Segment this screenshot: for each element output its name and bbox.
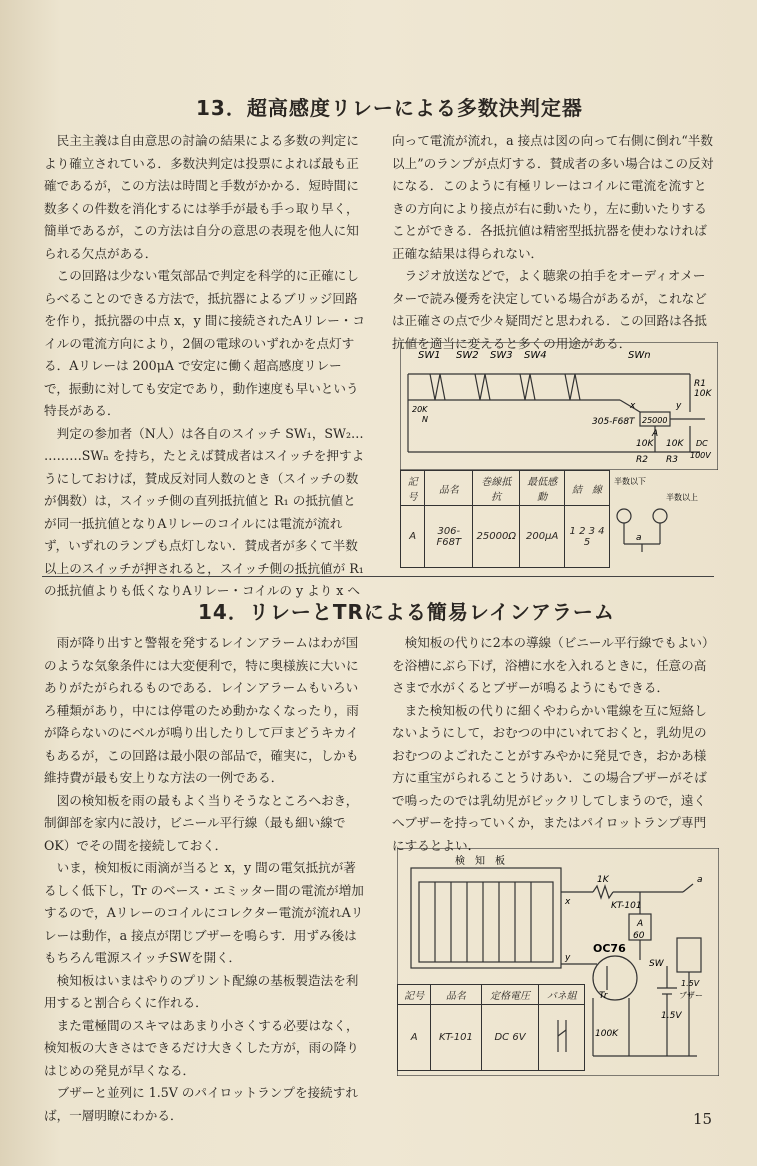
table-header: 最低感動 [520,471,565,506]
resistor-value: 20K [412,405,428,414]
table-cell: 25000Ω [473,506,520,568]
spring-contact-symbol [539,1005,585,1071]
section-divider [42,576,714,577]
paragraph: また検知板の代りに細くやわらかい電線を互に短絡しないようにして，おむつの中にいれておくと，乳幼児のおむつのよごれたことがすみやかに発見でき，おかあ様方に重宝がられることうけあい．この場合ブザーがそばで鳴ったのでは乳幼児がビックリしてしまうので，遠くへブザーを持っていくか，またはパイロットランプ専門にするとよい． [392,702,707,853]
table-header: 記号 [398,985,431,1005]
switch-label: SW2 [456,350,479,361]
paragraph: 雨が降り出すと警報を発するレインアラームはわが国のような気象条件には大変便利で，特に奥様族に大いにありがたがられるものである．レインアラームもいろいろ種類があり，中には停電のため動かなくなったり，雨が降らないのにベルが鳴り出したりして戸まどうキカイもあるが，この回路は最小限の部品で，確実に，しかも維持費が最も安上りな方法の一例である． [44,635,359,785]
table-cell: A [398,1005,431,1071]
switch-label: SWn [628,350,651,361]
section-13-left-column [44,130,366,603]
resistor-1k: 1K [597,875,609,885]
paragraph: ラジオ放送などで，よく聴衆の拍手をオーディオメーターで読み優秀を決定している場合があるが，これなどは正確さの点で少々疑問だと思われる．この回路は各抵抗値を適当に変えると多くの用途がある． [392,268,707,351]
lamp-right-label: 半数以上 [666,493,698,502]
table-header: 品名 [425,471,473,506]
relay-spec-table-14 [397,984,585,1071]
battery-label: 1.5V [661,1011,682,1021]
x-label: x [565,897,571,907]
relay-resistance: 25000 [642,416,668,425]
r1-label: R1 [694,379,706,389]
paragraph: いま，検知板に雨滴が当ると x，y 間の電気抵抗が著るしく低下し，Tr のベース・エミッター間の電流が増加するので，Aリレーのコイルにコレクター電流が流れAリレーは動作，a 接点が閉じブザーを鳴らす．用ずみ後はもちろん電源スイッチSWを開く． [44,860,364,965]
relay-letter: A [637,919,644,929]
page-number: 15 [693,1110,713,1128]
r3-value: 10K [666,439,684,449]
relay-model: 305-F68T [592,417,635,427]
lamp-left-label: 半数以下 [614,477,646,486]
paragraph: 民主主義は自由意思の討論の結果による多数の判定により確立されている．多数決判定は投票によれば最も正確であるが，この方法は時間と手数がかかる．短時間に数多くの件数を消化するには挙手が最も手っ取り早く，簡単であるが，この方法は自分の意思の表現を他人に知られる欠点がある． [44,133,359,261]
paragraph: この回路は少ない電気部品で判定を科学的に正確にしらべることのできる方法で，抵抗器によるブリッジ回路を作り，抵抗器の中点 x，y 間に接続されたAリレー・コイルの電流方向により，2個の電球のいずれかを点灯する．Aリレーは 200μA で安定に働く超高感度リレーで，振動に対しても安定であり，動作速度も早いという特長がある． [44,268,365,418]
switch-label: SW4 [524,350,547,361]
section-14-left-column [44,632,366,1127]
transistor-label: OC76 [593,942,626,955]
table-header: 定格電圧 [481,985,539,1005]
dc-label: DC [696,439,708,448]
majority-circuit-diagram [400,342,718,470]
y-label: y [676,401,682,411]
r1-value: 10K [694,389,712,399]
switch-label: SW [649,959,664,969]
tr-label: Tr [599,991,608,1001]
table-cell: DC 6V [481,1005,539,1071]
switch-label: SW3 [490,350,513,361]
paragraph: ブザーと並列に 1.5V のパイロットランプを接続すれば，一層明瞭にわかる． [44,1085,358,1123]
section-13-right-column [392,130,714,355]
r2-value: 10K [636,439,654,449]
section-14-right-column [392,632,714,857]
paragraph: 判定の参加者（N人）は各自のスイッチ SW₁，SW₂… ………SWₙ を持ち，たとえば賛成者はスイッチを押すようにしておけば，賛成反対同人数のとき（スイッチの数が偶数）は，スイッチ側の直列抵抗値と R₁ の抵抗値とが同一抵抗値となりAリレーのコイルには電流が流れず，いずれのランプも点灯しない．賛成者が多くて半数以上のスイッチが押されると，スイッチ側の抵抗値が R₁ の抵抗値よりも低くなりAリレー・コイルの y より x へ [44,425,365,598]
relay-spec-table-13 [400,470,610,568]
sensor-plate-label: 検 知 板 [455,856,505,867]
relay-model: KT-101 [611,901,642,911]
table-header: 記号 [401,471,425,506]
buzzer-label: ブザー [679,991,703,1000]
section-13-title: 13．超高感度リレーによる多数決判定器 [196,96,583,120]
table-cell: 200μA [520,506,565,568]
paragraph: 検知板はいまはやりのプリント配線の基板製造法を利用すると割合らくに作れる． [44,972,359,1010]
section-14-title: 14．リレーとTRによる簡易レインアラーム [198,600,615,624]
paragraph: 図の検知板を雨の最もよく当りそうなところへおき，制御部を家内に設け，ビニール平行線（最も細い線でOK）でその間を接続しておく． [44,792,359,853]
relay-letter: A [652,429,659,439]
table-cell: KT-101 [431,1005,481,1071]
paragraph: 向って電流が流れ，a 接点は図の向って右側に倒れ“半数以上”のランプが点灯する．賛成者の多い場合はこの反対になる．このように有極リレーはコイルに電流を流すときの方向により接点が右に動いたり，左に動いたりすることができる．各抵抗値は精密型抵抗器を使わなければ正確な結果は得られない． [392,133,714,261]
r3-label: R3 [666,455,678,465]
buzzer-voltage: 1.5V [681,979,700,988]
table-header: 結 線 [565,471,610,506]
table-header: 品名 [431,985,481,1005]
table-header: バネ組 [539,985,585,1005]
switch-label: SW1 [418,350,441,361]
table-cell: A [401,506,425,568]
paragraph: 検知板の代りに2本の導線（ビニール平行線でもよい）を浴槽にぶら下げ，浴槽に水を入れるときに，任意の高さまで水がくるとブザーが鳴るようにもできる． [392,635,709,695]
table-header: 巻線抵抗 [473,471,520,506]
contact-label: a [697,875,703,885]
table-cell: 1 2 3 4 5 [565,506,610,568]
contact-label: a [636,533,642,543]
x-label: x [630,401,636,411]
paragraph: また電極間のスキマはあまり小さくする必要はなく，検知板の大きさはできるだけ大きくした方が，雨の降りはじめの発見が早くなる． [44,1017,359,1078]
y-label: y [565,953,571,963]
relay-value: 60 [633,931,645,941]
dc-value: 100V [690,451,711,460]
table-cell: 306-F68T [425,506,473,568]
r2-label: R2 [636,455,648,465]
resistor-100k: 100K [595,1029,619,1039]
lamp-diagram [612,470,718,554]
resistor-sub: N [422,415,428,424]
